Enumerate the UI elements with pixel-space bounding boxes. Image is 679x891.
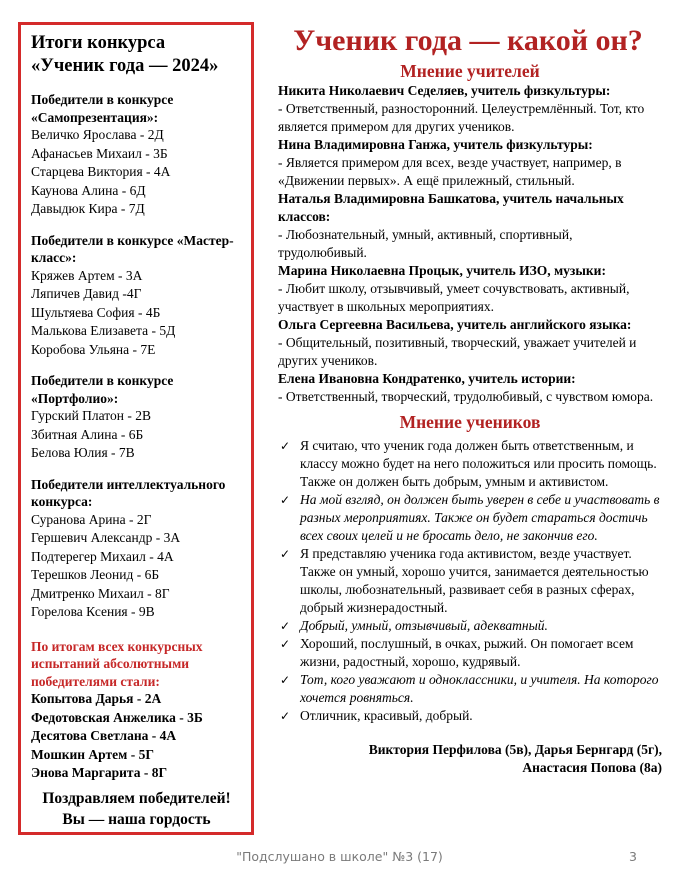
absolute-winner-name: Десятова Светлана - 4А	[31, 728, 177, 743]
winner-name: Афанасьев Михаил - 3Б	[31, 145, 168, 161]
congrats-text	[31, 788, 242, 830]
student-opinion-text: Хороший, послушный, в очках, рыжий. Он помогает всем жизни, радостный, хорошо, кудрявый.	[300, 636, 634, 669]
winner-name: Суранова Арина - 2Г	[31, 511, 152, 527]
student-opinion-text: На мой взгляд, он должен быть уверен в себе и участвовать в разных мероприятиях. Также он будет стараться достичь всех своих целей и не бросать дело, не закончив его.	[300, 492, 660, 543]
teacher-opinion	[278, 190, 662, 262]
students-heading: Мнение учеников	[399, 412, 541, 432]
congrats-line1: Поздравляем победителей!	[42, 789, 231, 807]
teacher-opinion	[278, 316, 662, 370]
teacher-name: Марина Николаевна Процык, учитель ИЗО, музыки:	[278, 263, 606, 278]
winner-name: Горелова Ксения - 9В	[31, 604, 155, 619]
teacher-name: Наталья Владимировна Башкатова, учитель начальных классов:	[278, 191, 624, 224]
sidebar-title-line1: Итоги конкурса	[31, 33, 166, 53]
student-opinion-text: Я представляю ученика года активистом, везде участвует. Также он умный, хорошо учится, занимается деятельностью школы, любознательный, развивает себя в разных сферах, добрый жизнерадостный.	[300, 546, 649, 615]
teacher-opinion	[278, 136, 662, 190]
winners-section	[31, 476, 242, 622]
winner-name: Подтерегер Михаил - 4А	[31, 548, 174, 564]
student-opinion-text: Добрый, умный, отзывчивый, адекватный.	[300, 618, 548, 633]
teacher-name: Ольга Сергеевна Васильева, учитель английского языка:	[278, 317, 632, 332]
sidebar-title-line2: «Ученик года — 2024»	[31, 56, 219, 76]
check-icon: ✓	[280, 637, 291, 651]
winner-name: Малькова Елизавета - 5Д	[31, 323, 176, 338]
winner-name: Гурский Платон - 2В	[31, 408, 151, 423]
student-opinion	[278, 617, 662, 635]
student-opinion	[278, 671, 662, 707]
teacher-opinion	[278, 82, 662, 136]
article-title: Ученик года — какой он?	[293, 24, 643, 57]
winners-sidebar	[18, 22, 254, 835]
teacher-opinion	[278, 370, 662, 406]
winner-name: Старцева Виктория - 4А	[31, 164, 171, 179]
absolute-winner-name: Копытова Дарья - 2А	[31, 691, 162, 706]
check-icon: ✓	[280, 619, 291, 633]
article	[278, 22, 662, 777]
winner-name: Дмитренко Михаил - 8Г	[31, 585, 170, 601]
page-footer	[0, 849, 679, 865]
winner-name: Шультяева София - 4Б	[31, 304, 161, 320]
student-opinion	[278, 635, 662, 671]
authors-line2: Анастасия Попова (8а)	[522, 760, 662, 775]
absolute-winner-name: Энова Маргарита - 8Г	[31, 765, 168, 780]
winner-name: Гершевич Александр - 3А	[31, 530, 181, 545]
student-opinion	[278, 707, 662, 725]
winners-sections	[31, 91, 242, 622]
teacher-name: Елена Ивановна Кондратенко, учитель истории:	[278, 371, 576, 386]
winner-name: Збитная Алина - 6Б	[31, 426, 144, 442]
teacher-name: Нина Владимировна Ганжа, учитель физкультуры:	[278, 137, 593, 152]
teacher-quote: - Является примером для всех, везде участвует, например, в «Движении первых». А ещё прилежный, стильный.	[278, 155, 622, 188]
winner-name: Величко Ярослава - 2Д	[31, 127, 164, 142]
teacher-name: Никита Николаевич Седеляев, учитель физкультуры:	[278, 83, 611, 98]
student-opinion-text: Отличник, красивый, добрый.	[300, 708, 473, 723]
winner-name: Ляпичев Давид -4Г	[31, 286, 142, 301]
teacher-quote: - Ответственный, творческий, трудолюбивый, с чувством юмора.	[278, 389, 654, 404]
section-heading: Победители в конкурсе «Самопрезентация»:	[31, 92, 174, 125]
winners-section	[31, 91, 242, 219]
publication-name: "Подслушано в школе" №3 (17)	[236, 849, 443, 864]
teachers-heading: Мнение учителей	[400, 61, 540, 81]
teacher-quote: - Общительный, позитивный, творческий, уважает учителей и других учеников.	[278, 335, 637, 368]
winners-section	[31, 372, 242, 463]
check-icon: ✓	[280, 493, 291, 507]
student-opinions	[278, 437, 662, 725]
winner-name: Белова Юлия - 7В	[31, 445, 135, 460]
congrats-line2: Вы — наша гордость	[62, 810, 211, 828]
teacher-quote: - Любознательный, умный, активный, спортивный, трудолюбивый.	[278, 227, 573, 260]
student-opinion	[278, 437, 662, 491]
teacher-opinion	[278, 262, 662, 316]
absolute-winners-list	[31, 690, 242, 783]
winner-name: Давыдюк Кира - 7Д	[31, 201, 145, 216]
check-icon: ✓	[280, 709, 291, 723]
absolute-winner-name: Федотовская Анжелика - 3Б	[31, 709, 203, 725]
student-opinion-text: Тот, кого уважают и одноклассники, и учителя. На которого хочется ровняться.	[300, 672, 659, 705]
absolute-winners-heading: По итогам всех конкурсных испытаний абсолютными победителями стали:	[31, 638, 203, 689]
section-heading: Победители в конкурсе «Портфолио»:	[31, 373, 174, 406]
teacher-opinions	[278, 82, 662, 406]
student-opinion	[278, 491, 662, 545]
student-opinion-text: Я считаю, что ученик года должен быть ответственным, и классу можно будет на него положиться или просить помощь. Также он должен быть добрым, умным и активистом.	[300, 438, 657, 489]
check-icon: ✓	[280, 439, 291, 453]
section-heading: Победители в конкурсе «Мастер-класс»:	[31, 232, 234, 265]
winner-name: Каунова Алина - 6Д	[31, 182, 146, 198]
winner-name: Терешков Леонид - 6Б	[31, 567, 160, 582]
authors-line1: Виктория Перфилова (5в), Дарья Бернгард (5г),	[368, 742, 662, 757]
absolute-winner-name: Мошкин Артем - 5Г	[31, 746, 154, 762]
student-opinion	[278, 545, 662, 617]
teacher-quote: - Любит школу, отзывчивый, умеет сочувствовать, активный, участвует в школьных мероприятиях.	[278, 281, 630, 314]
page-number: 3	[629, 849, 637, 864]
check-icon: ✓	[280, 673, 291, 687]
article-authors	[278, 741, 662, 777]
winner-name: Кряжев Артем - 3А	[31, 267, 143, 283]
teacher-quote: - Ответственный, разносторонний. Целеустремлённый. Тот, кто является примером для других учеников.	[278, 101, 645, 134]
check-icon: ✓	[280, 547, 291, 561]
section-heading: Победители интеллектуального конкурса:	[31, 476, 226, 509]
winners-section	[31, 232, 242, 360]
winner-name: Коробова Ульяна - 7Е	[31, 341, 156, 357]
